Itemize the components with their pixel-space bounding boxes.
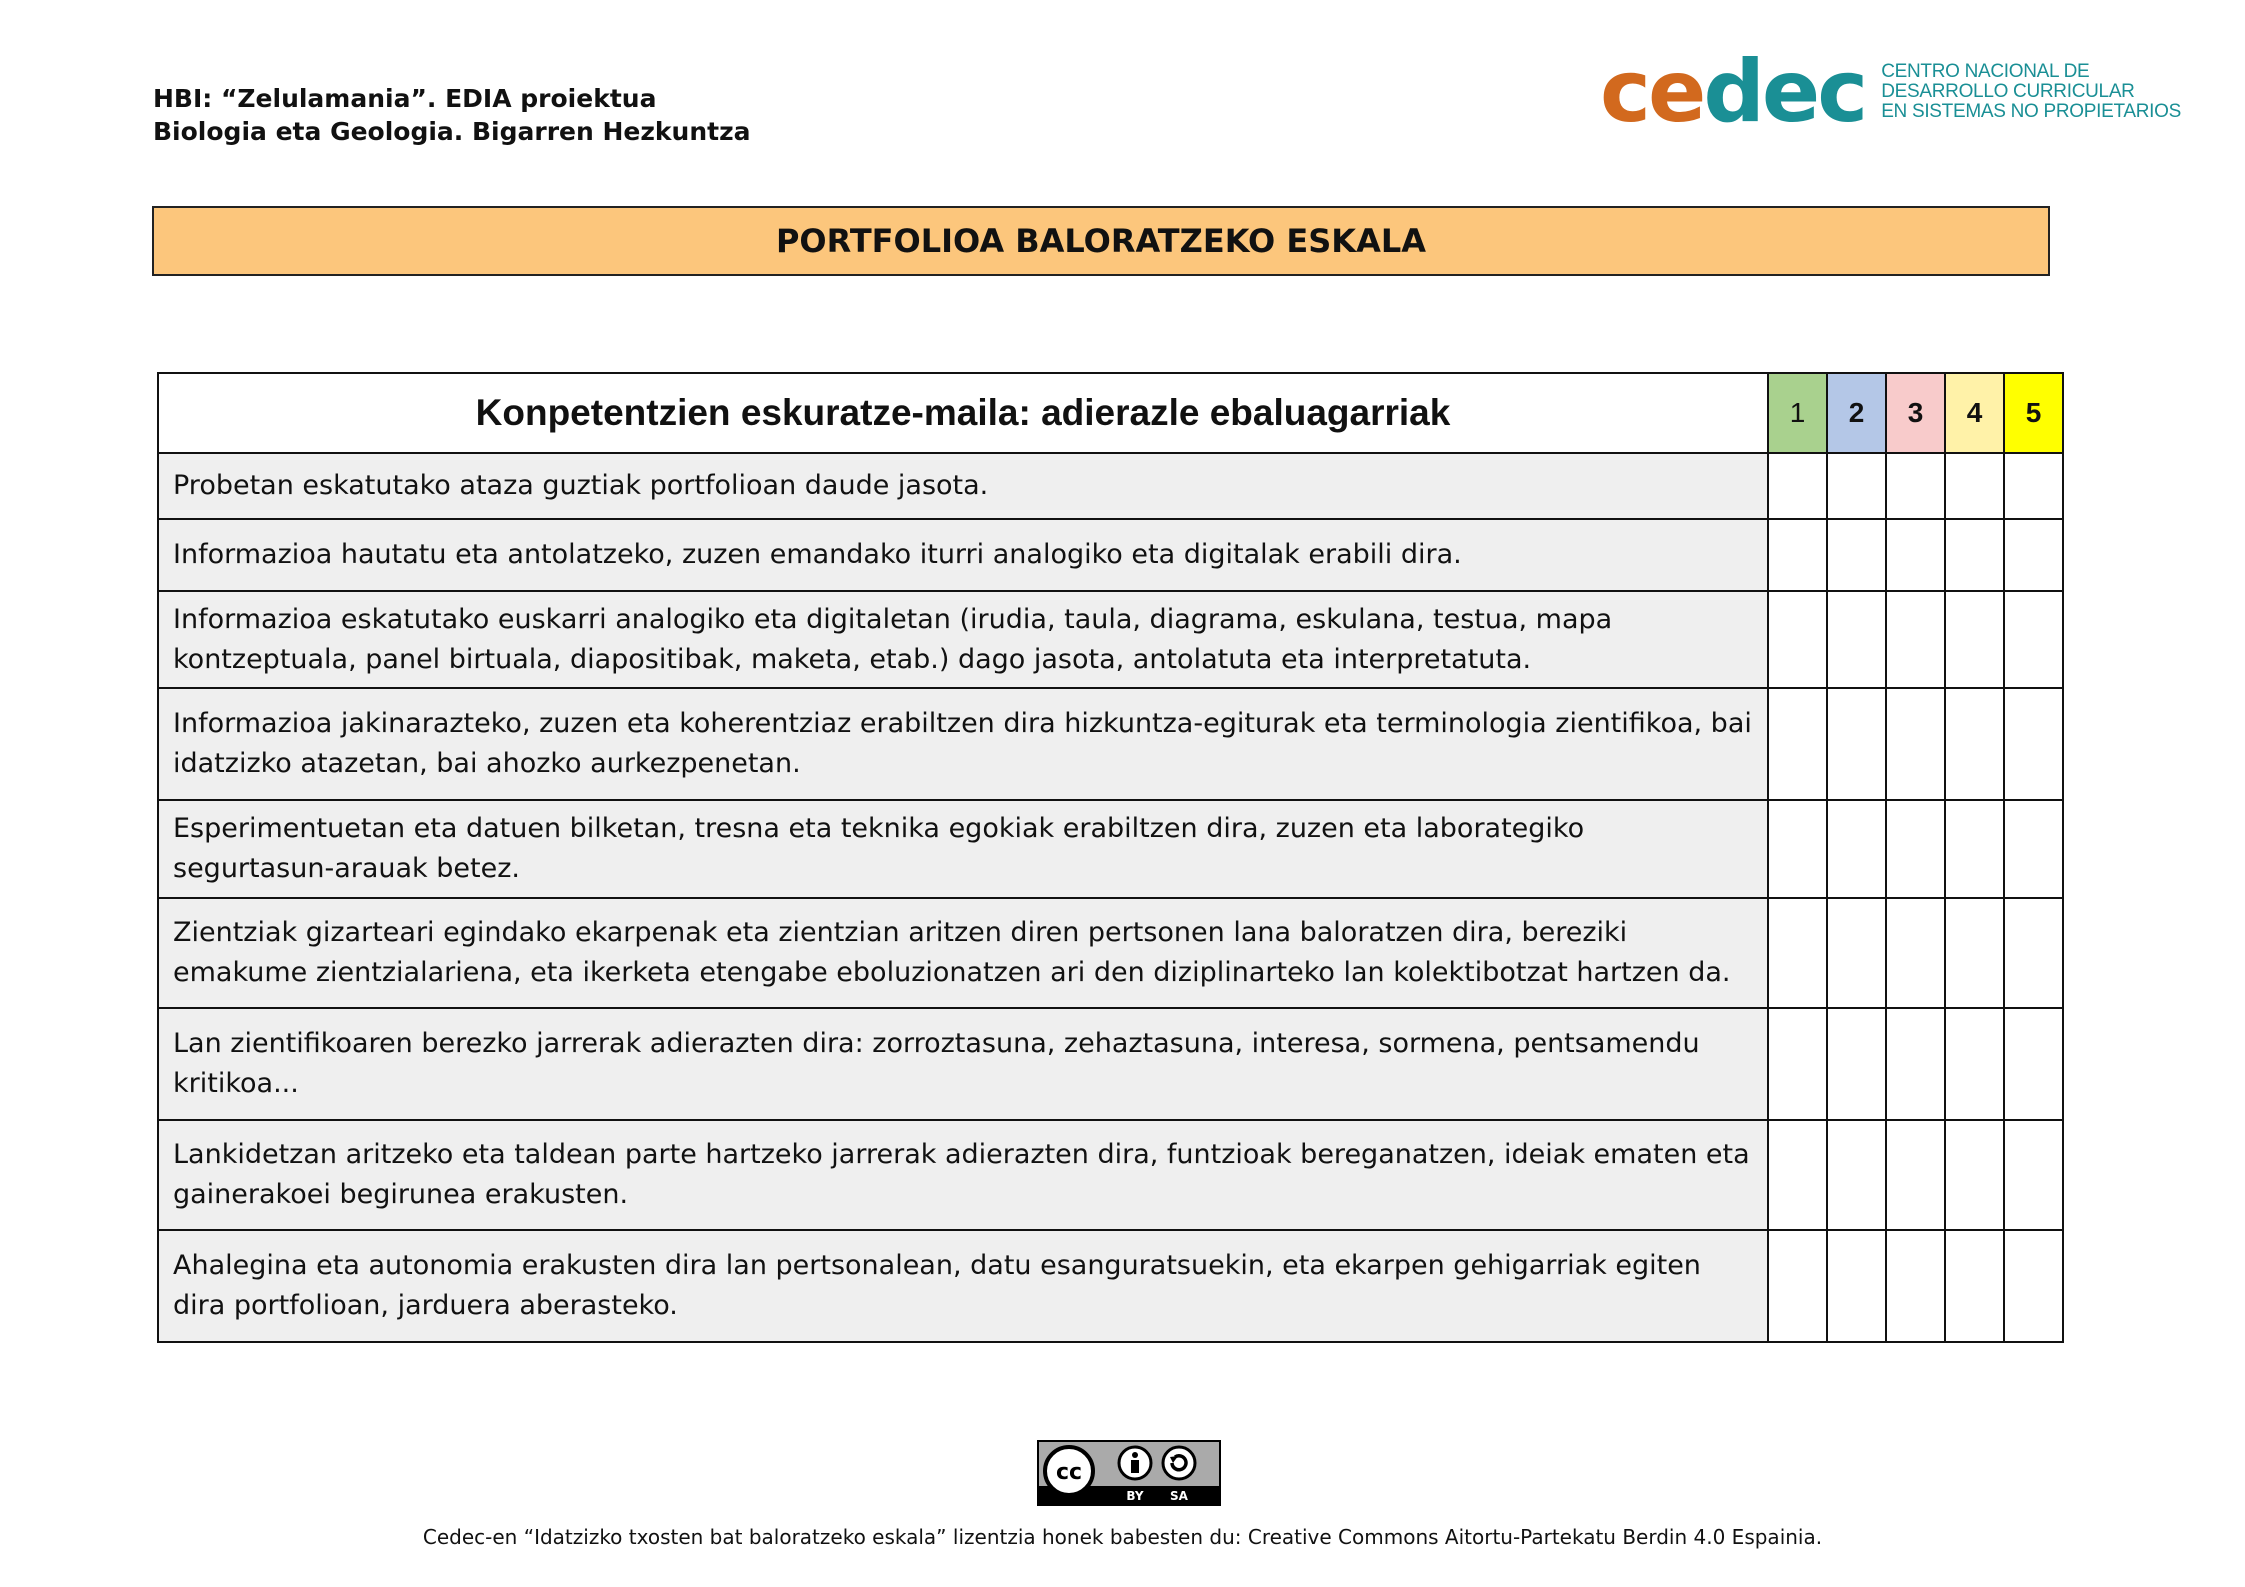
score-cell-3[interactable] bbox=[1886, 1120, 1945, 1230]
score-cell-3[interactable] bbox=[1886, 453, 1945, 519]
table-row bbox=[158, 1230, 2063, 1342]
score-cell-1[interactable] bbox=[1768, 453, 1827, 519]
score-cell-2[interactable] bbox=[1827, 688, 1886, 800]
score-cell-5[interactable] bbox=[2004, 898, 2063, 1008]
table-row bbox=[158, 1008, 2063, 1120]
criterion-text: Lan zientifikoaren berezko jarrerak adierazten dira: zorroztasuna, zehaztasuna, interesa, sormena, pentsamendu kritikoa... bbox=[158, 1008, 1768, 1120]
cc-license-icon bbox=[1039, 1442, 1219, 1504]
score-cell-5[interactable] bbox=[2004, 519, 2063, 591]
score-cell-2[interactable] bbox=[1827, 591, 1886, 688]
svg-text:cc: cc bbox=[1055, 1460, 1083, 1485]
score-cell-1[interactable] bbox=[1768, 898, 1827, 1008]
table-row bbox=[158, 688, 2063, 800]
score-cell-2[interactable] bbox=[1827, 800, 1886, 898]
score-cell-4[interactable] bbox=[1945, 688, 2004, 800]
criterion-text: Probetan eskatutako ataza guztiak portfolioan daude jasota. bbox=[158, 453, 1768, 519]
score-cell-4[interactable] bbox=[1945, 519, 2004, 591]
criterion-text: Informazioa jakinarazteko, zuzen eta koherentziaz erabiltzen dira hizkuntza-egiturak eta terminologia zientifikoa, bai idatzizko atazetan, bai ahozko aurkezpenetan. bbox=[158, 688, 1768, 800]
score-cell-5[interactable] bbox=[2004, 1120, 2063, 1230]
criterion-text: Ahalegina eta autonomia erakusten dira lan pertsonalean, datu esanguratsuekin, eta ekarpen gehigarriak egiten dira portfolioan, jarduera aberasteko. bbox=[158, 1230, 1768, 1342]
criterion-text: Zientziak gizarteari egindako ekarpenak eta zientzian aritzen diren pertsonen lana baloratzen dira, bereziki emakume zientzialariena, eta ikerketa etengabe eboluzionatzen ari den diziplinarteko lan kolektibotzat hartzen da. bbox=[158, 898, 1768, 1008]
score-cell-3[interactable] bbox=[1886, 519, 1945, 591]
score-cell-1[interactable] bbox=[1768, 688, 1827, 800]
score-cell-2[interactable] bbox=[1827, 1120, 1886, 1230]
rating-scale-table bbox=[157, 372, 2064, 1343]
score-cell-5[interactable] bbox=[2004, 591, 2063, 688]
score-cell-5[interactable] bbox=[2004, 800, 2063, 898]
score-cell-4[interactable] bbox=[1945, 1008, 2004, 1120]
cedec-logo-word: cedec bbox=[1600, 42, 1866, 142]
score-cell-3[interactable] bbox=[1886, 1230, 1945, 1342]
cc-sa-label: SA bbox=[1170, 1489, 1188, 1503]
score-header-2: 2 bbox=[1827, 373, 1886, 453]
criteria-heading: Konpetentzien eskuratze-maila: adierazle ebaluagarriak bbox=[158, 373, 1768, 453]
score-cell-4[interactable] bbox=[1945, 591, 2004, 688]
score-cell-1[interactable] bbox=[1768, 519, 1827, 591]
score-cell-5[interactable] bbox=[2004, 1230, 2063, 1342]
table-row bbox=[158, 453, 2063, 519]
header-line-1: HBI: “Zelulamania”. EDIA proiektua bbox=[153, 84, 657, 113]
criterion-text: Informazioa hautatu eta antolatzeko, zuzen emandako iturri analogiko eta digitalak erabili dira. bbox=[158, 519, 1768, 591]
score-cell-4[interactable] bbox=[1945, 1120, 2004, 1230]
table-row bbox=[158, 898, 2063, 1008]
score-cell-3[interactable] bbox=[1886, 898, 1945, 1008]
page-title: PORTFOLIOA BALORATZEKO ESKALA bbox=[152, 206, 2050, 276]
score-cell-3[interactable] bbox=[1886, 1008, 1945, 1120]
score-cell-5[interactable] bbox=[2004, 453, 2063, 519]
score-cell-5[interactable] bbox=[2004, 688, 2063, 800]
score-cell-4[interactable] bbox=[1945, 453, 2004, 519]
score-cell-4[interactable] bbox=[1945, 800, 2004, 898]
score-cell-1[interactable] bbox=[1768, 1230, 1827, 1342]
cc-by-label: BY bbox=[1126, 1489, 1144, 1503]
table-row bbox=[158, 591, 2063, 688]
criterion-text: Lankidetzan aritzeko eta taldean parte hartzeko jarrerak adierazten dira, funtzioak bereganatzen, ideiak ematen eta gainerakoei begirunea erakusten. bbox=[158, 1120, 1768, 1230]
document-header bbox=[153, 82, 751, 148]
criterion-text: Esperimentuetan eta datuen bilketan, tresna eta teknika egokiak erabiltzen dira, zuzen eta laborategiko segurtasun-arauak betez. bbox=[158, 800, 1768, 898]
score-header-3: 3 bbox=[1886, 373, 1945, 453]
score-cell-4[interactable] bbox=[1945, 898, 2004, 1008]
score-header-5: 5 bbox=[2004, 373, 2063, 453]
score-cell-2[interactable] bbox=[1827, 1008, 1886, 1120]
score-header-1: 1 bbox=[1768, 373, 1827, 453]
table-row bbox=[158, 800, 2063, 898]
cedec-logo bbox=[1600, 42, 2182, 142]
license-text: Cedec-en “Idatzizko txosten bat baloratzeko eskala” lizentzia honek babesten du: Creative Commons Aitortu-Partekatu Berdin 4.0 Espainia. bbox=[422, 1525, 1823, 1549]
score-cell-2[interactable] bbox=[1827, 898, 1886, 1008]
score-cell-4[interactable] bbox=[1945, 1230, 2004, 1342]
score-cell-1[interactable] bbox=[1768, 800, 1827, 898]
score-cell-2[interactable] bbox=[1827, 453, 1886, 519]
cc-by-sa-badge bbox=[1037, 1440, 1221, 1506]
score-cell-1[interactable] bbox=[1768, 1120, 1827, 1230]
header-line-2: Biologia eta Geologia. Bigarren Hezkuntza bbox=[153, 117, 751, 146]
cedec-logo-subtitle: CENTRO NACIONAL DE DESARROLLO CURRICULAR EN SISTEMAS NO PROPIETARIOS bbox=[1881, 61, 2182, 122]
score-header-4: 4 bbox=[1945, 373, 2004, 453]
table-row bbox=[158, 1120, 2063, 1230]
score-cell-5[interactable] bbox=[2004, 1008, 2063, 1120]
score-cell-3[interactable] bbox=[1886, 591, 1945, 688]
criterion-text: Informazioa eskatutako euskarri analogiko eta digitaletan (irudia, taula, diagrama, eskulana, testua, mapa kontzeptuala, panel birtuala, diapositibak, maketa, etab.) dago jasota, antolatuta eta interpretatuta. bbox=[158, 591, 1768, 688]
score-cell-1[interactable] bbox=[1768, 1008, 1827, 1120]
score-cell-3[interactable] bbox=[1886, 800, 1945, 898]
table-header-row bbox=[158, 373, 2063, 453]
score-cell-1[interactable] bbox=[1768, 591, 1827, 688]
score-cell-2[interactable] bbox=[1827, 519, 1886, 591]
score-cell-2[interactable] bbox=[1827, 1230, 1886, 1342]
score-cell-3[interactable] bbox=[1886, 688, 1945, 800]
table-row bbox=[158, 519, 2063, 591]
